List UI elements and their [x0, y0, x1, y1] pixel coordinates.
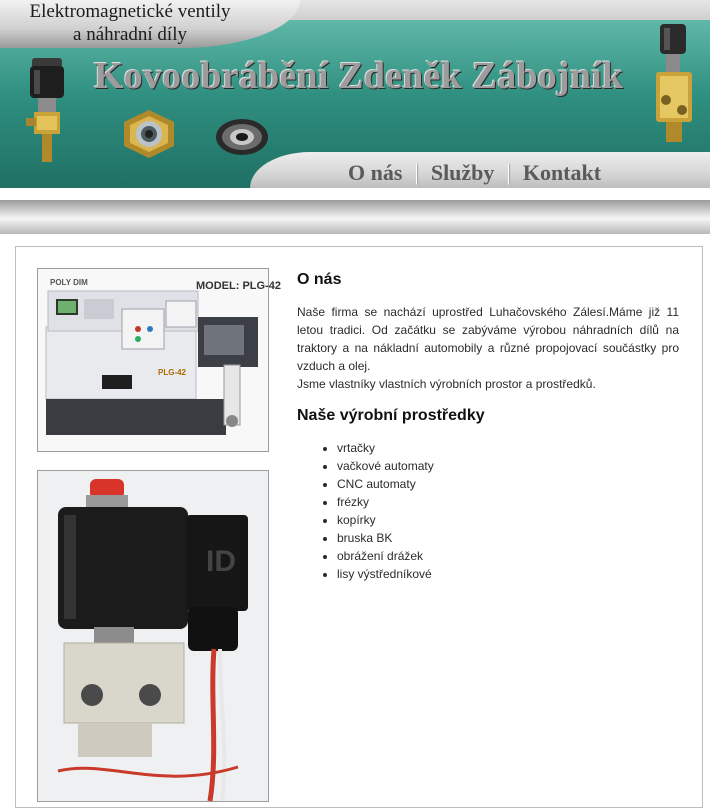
site-title: Kovoobrábění Zdeněk Zábojník	[94, 55, 624, 97]
svg-text:ID: ID	[206, 545, 236, 578]
equipment-title: Naše výrobní prostředky	[297, 407, 485, 424]
lathe-model-label: MODEL: PLG-42	[196, 280, 281, 292]
cnc-lathe-image	[38, 269, 281, 451]
brass-valve-icon	[648, 24, 700, 144]
hex-fitting-icon	[116, 106, 182, 162]
list-item: • vačkové automaty	[337, 457, 679, 475]
nav-separator: |	[414, 160, 419, 185]
about-title: O nás	[297, 271, 342, 288]
about-text-ownership: Jsme vlastníky vlastních výrobních prostor a prostředků.	[297, 377, 596, 391]
site-header	[0, 0, 710, 188]
nav-link-sluzby[interactable]: Služby	[430, 160, 495, 185]
list-item: • obrážení drážek	[337, 547, 679, 565]
solenoid-valve-image	[38, 471, 268, 801]
header-top-strip	[240, 0, 710, 20]
tagline-line-1: Elektromagnetické ventily	[29, 1, 231, 22]
list-item: • vrtačky	[337, 439, 679, 457]
nut-fitting-icon	[212, 114, 272, 160]
cnc-lathe-image-frame	[37, 268, 281, 452]
lathe-side-label: PLG-42	[158, 368, 187, 377]
list-item: • frézky	[337, 493, 679, 511]
solenoid-valve-image-frame	[37, 470, 269, 802]
nav-link-kontakt[interactable]: Kontakt	[522, 160, 602, 185]
decorative-band	[0, 200, 710, 234]
main-nav	[346, 158, 603, 188]
list-item: • kopírky	[337, 511, 679, 529]
list-item: • CNC automaty	[337, 475, 679, 493]
tagline	[10, 0, 250, 46]
about-text: Naše firma se nachází uprostřed Luhačovského Zálesí.Máme již 11 letou tradici. Od začátku se zabýváme výrobou náhradních dílů na traktory a na nákladní automobily a různé propojovací součástky pro vzduch a olej.	[297, 305, 679, 373]
equipment-list	[297, 439, 679, 583]
tagline-line-2: a náhradní díly	[73, 24, 187, 45]
nav-separator: |	[506, 160, 511, 185]
list-item: • lisy výstředníkové	[337, 565, 679, 583]
lathe-brand-label: POLY DIM	[50, 278, 88, 287]
solenoid-valve-icon	[24, 56, 70, 164]
nav-link-o-nas[interactable]: O nás	[348, 160, 403, 185]
text-column	[297, 271, 679, 583]
content-panel	[15, 246, 703, 808]
list-item: • bruska BK	[337, 529, 679, 547]
